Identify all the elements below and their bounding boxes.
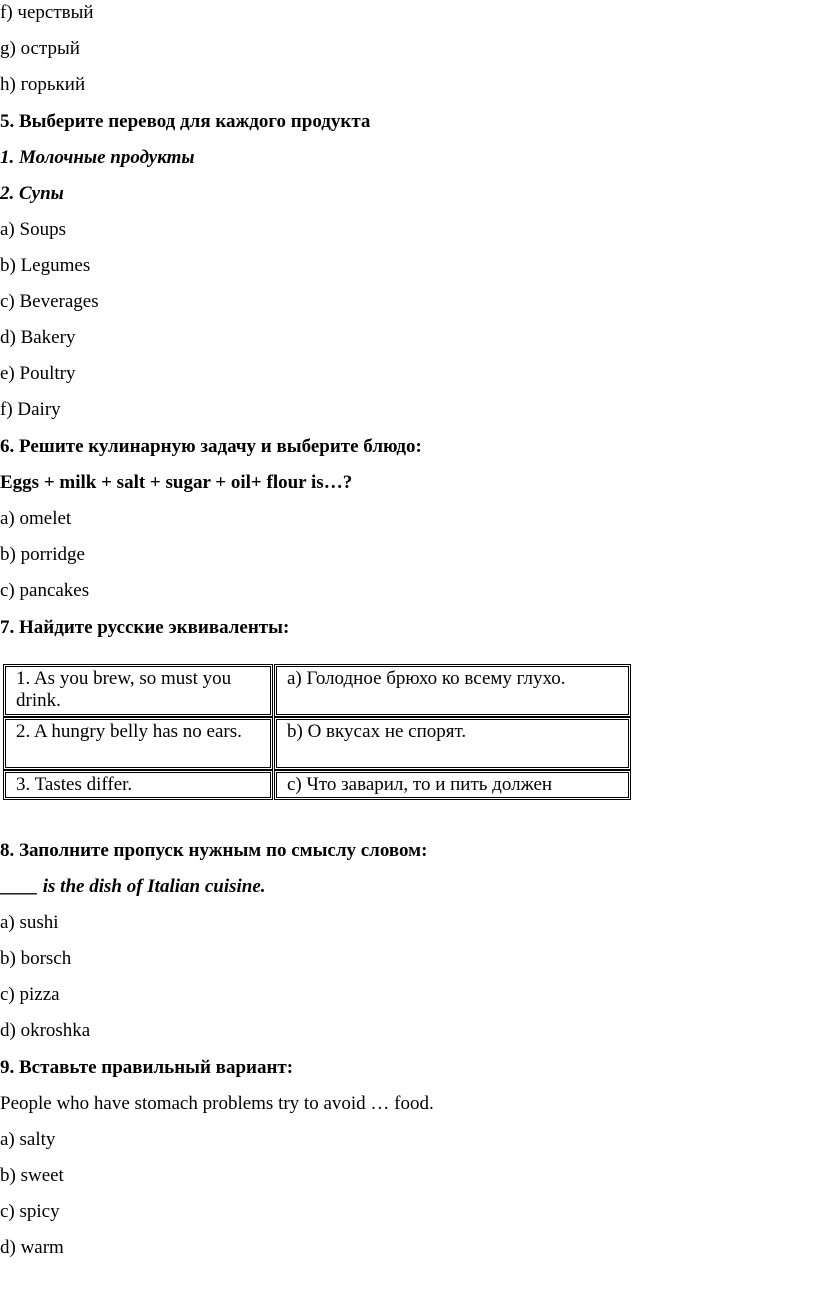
q5-term-2: 2. Супы bbox=[0, 183, 64, 204]
q8-option-b: b) borsch bbox=[0, 948, 72, 969]
q9-sentence: People who have stomach problems try to avoid … food. bbox=[0, 1093, 434, 1114]
q8-sentence: is the dish of Italian cuisine. bbox=[38, 876, 266, 897]
q4-option-h: h) горький bbox=[0, 74, 86, 95]
q7-row-3-russian: c) Что заварил, то и пить должен bbox=[276, 772, 629, 798]
q7-row-2-russian: b) О вкусах не спорят. bbox=[276, 719, 629, 768]
q5-option-e: e) Poultry bbox=[0, 363, 76, 384]
q9-option-a: a) salty bbox=[0, 1129, 56, 1150]
q5-option-a: a) Soups bbox=[0, 219, 66, 240]
q9-option-c: c) spicy bbox=[0, 1201, 60, 1222]
q5-heading: 5. Выберите перевод для каждого продукта bbox=[0, 111, 371, 132]
q9-heading: 9. Вставьте правильный вариант: bbox=[0, 1057, 294, 1078]
q5-option-d: d) Bakery bbox=[0, 327, 76, 348]
q7-row-1-russian: a) Голодное брюхо ко всему глухо. bbox=[276, 666, 629, 715]
q5-term-1: 1. Молочные продукты bbox=[0, 147, 195, 168]
q4-option-g: g) острый bbox=[0, 38, 80, 59]
q8-blank: ____ bbox=[0, 876, 38, 897]
q6-option-a: a) omelet bbox=[0, 508, 72, 529]
q5-option-b: b) Legumes bbox=[0, 255, 91, 276]
q8-sentence-line bbox=[0, 876, 266, 898]
q7-heading: 7. Найдите русские эквиваленты: bbox=[0, 617, 290, 638]
q5-option-f: f) Dairy bbox=[0, 399, 61, 420]
q6-option-c: c) pancakes bbox=[0, 580, 90, 601]
q6-option-b: b) porridge bbox=[0, 544, 85, 565]
q8-option-a: a) sushi bbox=[0, 912, 59, 933]
q9-option-b: b) sweet bbox=[0, 1165, 64, 1186]
q8-option-d: d) okroshka bbox=[0, 1020, 91, 1041]
q8-heading: 8. Заполните пропуск нужным по смыслу словом: bbox=[0, 840, 428, 861]
q7-row-1-english: 1. As you brew, so must you drink. bbox=[5, 666, 271, 715]
q5-option-c: c) Beverages bbox=[0, 291, 99, 312]
q8-option-c: c) pizza bbox=[0, 984, 60, 1005]
q4-option-f: f) черствый bbox=[0, 2, 94, 23]
q7-row-2-english: 2. A hungry belly has no ears. bbox=[5, 719, 271, 768]
q9-option-d: d) warm bbox=[0, 1237, 64, 1258]
q7-row-3-english: 3. Tastes differ. bbox=[5, 772, 271, 798]
q6-heading: 6. Решите кулинарную задачу и выберите блюдо: bbox=[0, 436, 422, 457]
q6-question: Eggs + milk + salt + sugar + oil+ flour is…? bbox=[0, 472, 353, 493]
